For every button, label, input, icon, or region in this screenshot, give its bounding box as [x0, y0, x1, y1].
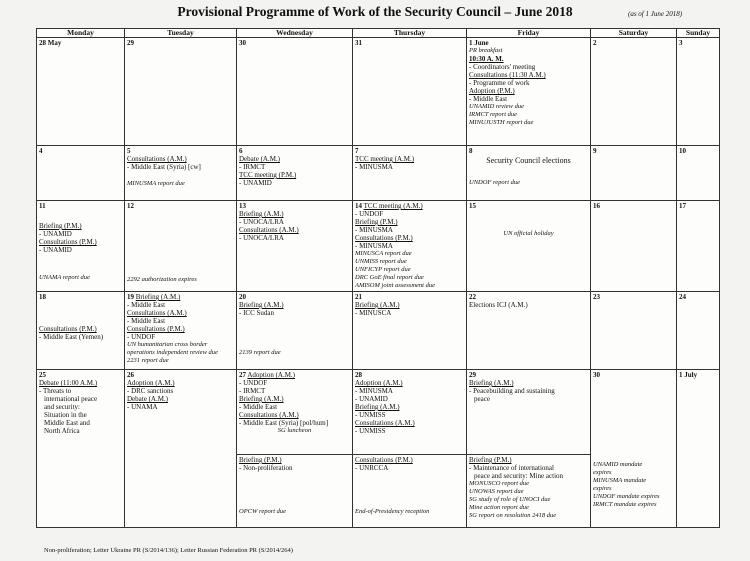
header-monday: Monday	[37, 29, 125, 38]
event-heading: Consultations (P.M.)	[127, 325, 185, 333]
day-number: 21	[355, 293, 362, 301]
event-note: AMISOM joint assessment due	[355, 282, 435, 289]
event-note: IRMCT mandate expires	[593, 501, 657, 508]
event-item: Middle East and	[44, 419, 90, 427]
event-note: UNOWAS report due	[469, 488, 524, 495]
event-heading: Consultations (P.M.)	[355, 234, 413, 242]
event-heading: Briefing (P.M.)	[239, 456, 282, 464]
weekday-header-row	[37, 29, 720, 38]
week-row	[37, 370, 720, 455]
event-note: MINUSCA report due	[355, 250, 412, 257]
week-row	[37, 201, 720, 292]
day-number: 9	[593, 147, 597, 155]
event-heading: Debate (11:00 A.M.)	[39, 379, 98, 387]
day-cell	[37, 38, 125, 146]
event-item: Security Council elections	[486, 156, 571, 165]
event-note: MINUSMA mandate	[593, 477, 647, 484]
day-cell	[353, 292, 467, 370]
day-cell	[37, 201, 125, 292]
event-item: - MINUSMA	[355, 242, 393, 250]
day-number: 13	[239, 202, 246, 210]
day-number: 1 June	[469, 39, 489, 47]
event-item: - UNMISS	[355, 427, 386, 435]
event-item: - Peacebuilding and sustaining	[469, 387, 555, 395]
day-cell	[37, 292, 125, 370]
week-row	[37, 38, 720, 146]
event-heading: Debate (A.M.)	[239, 155, 281, 163]
event-item: - MINUSCA	[355, 309, 392, 317]
event-item: Situation in the	[44, 411, 87, 419]
day-cell	[237, 38, 353, 146]
event-item: and security:	[44, 403, 80, 411]
event-item: peace and security: Mine action	[474, 472, 564, 480]
day-number: 19	[127, 293, 134, 301]
event-item: - MINUSMA	[355, 226, 393, 234]
event-heading: Adoption (A.M.)	[355, 379, 403, 387]
event-item: - UNAMID	[39, 246, 72, 254]
event-heading: Consultations (A.M.)	[127, 155, 187, 163]
header-friday: Friday	[467, 29, 591, 38]
day-cell	[353, 201, 467, 292]
event-item: - UNDOF	[355, 210, 384, 218]
event-note: SG luncheon	[277, 427, 312, 434]
day-cell	[353, 370, 467, 455]
event-note: 2139 report due	[239, 349, 281, 356]
day-number: 1 July	[679, 371, 698, 379]
event-heading: Briefing (A.M.)	[355, 403, 400, 411]
event-heading: Briefing (A.M.)	[469, 379, 514, 387]
header-sunday: Sunday	[677, 29, 720, 38]
day-number: 5	[127, 147, 131, 155]
day-number: 31	[355, 39, 362, 47]
day-number: 28	[355, 371, 362, 379]
event-note: UNMISS report due	[355, 258, 407, 265]
day-number: 6	[239, 147, 243, 155]
event-item: peace	[474, 395, 490, 403]
event-item: - UNOCA/LRA	[239, 218, 284, 226]
day-cell	[591, 292, 677, 370]
day-cell	[237, 370, 353, 455]
event-heading: Consultations (A.M.)	[127, 309, 187, 317]
event-note: UNAMA report due	[39, 274, 90, 281]
event-item: - DRC sanctions	[127, 387, 174, 395]
day-number: 24	[679, 293, 686, 301]
day-number: 30	[239, 39, 246, 47]
event-item: - Maintenance of international	[469, 464, 554, 472]
event-item: - IRMCT	[239, 387, 266, 395]
event-note: MINUJUSTH report due	[469, 119, 534, 126]
event-heading: 10:30 A. M.	[469, 55, 504, 63]
event-heading: Briefing (A.M.)	[355, 301, 400, 309]
event-item: international peace	[44, 395, 98, 403]
day-cell	[591, 38, 677, 146]
event-heading: Adoption (A.M.)	[127, 379, 175, 387]
day-number: 4	[39, 147, 43, 155]
day-number: 14	[355, 202, 362, 210]
event-item: - UNAMID	[355, 395, 388, 403]
header-wednesday: Wednesday	[237, 29, 353, 38]
event-heading: Consultations (P.M.)	[355, 456, 413, 464]
day-number: 17	[679, 202, 686, 210]
day-number: 18	[39, 293, 46, 301]
day-cell	[677, 38, 720, 146]
event-item: - Middle East	[239, 403, 278, 411]
event-heading: Briefing (A.M.)	[239, 395, 284, 403]
week-row	[37, 146, 720, 201]
event-item: - Middle East (Yemen)	[39, 333, 104, 341]
event-item: - UNAMA	[127, 403, 158, 411]
event-item: - Threats to	[39, 387, 72, 395]
event-heading: Debate (A.M.)	[127, 395, 169, 403]
event-note: UNDOF mandate expires	[593, 493, 660, 500]
day-number: 7	[355, 147, 359, 155]
event-item: - UNDOF	[239, 379, 268, 387]
day-cell	[125, 201, 237, 292]
event-item: - UNRCCA	[355, 464, 389, 472]
event-note: expires	[593, 469, 612, 476]
event-item: - UNMISS	[355, 411, 386, 419]
event-heading: TCC meeting (A.M.)	[355, 155, 415, 163]
page-title: Provisional Programme of Work of the Security Council – June 2018	[177, 4, 573, 19]
day-cell	[37, 370, 125, 528]
event-heading: TCC meeting (P.M.)	[239, 171, 297, 179]
day-cell	[677, 201, 720, 292]
event-heading: Briefing (A.M.)	[135, 293, 181, 301]
event-note: UNAMID mandate	[593, 461, 643, 468]
day-cell	[237, 292, 353, 370]
event-note: 2231 report due	[127, 357, 169, 364]
day-number: 29	[127, 39, 134, 47]
event-heading: TCC meeting (A.M.)	[363, 202, 423, 210]
calendar-table	[36, 28, 720, 528]
event-note: MONUSCO report due	[469, 480, 530, 487]
event-note: UNFICYP report due	[355, 266, 411, 273]
day-cell	[677, 370, 720, 528]
week-row	[37, 292, 720, 370]
day-number: 10	[679, 147, 686, 155]
day-cell	[467, 370, 591, 455]
event-note: MINUSMA report due	[127, 180, 185, 187]
event-item: - Middle East	[469, 95, 508, 103]
event-note: DRC GoE final report due	[355, 274, 424, 281]
day-cell	[467, 38, 591, 146]
day-number: 25	[39, 371, 46, 379]
event-note: IRMCT report due	[469, 111, 518, 118]
day-cell	[467, 146, 591, 201]
event-item: - Middle East	[127, 317, 166, 325]
as-of-date: (as of 1 June 2018)	[628, 10, 683, 18]
event-heading: Briefing (P.M.)	[355, 218, 398, 226]
day-cell-pm	[353, 455, 467, 528]
day-number: 29	[469, 371, 476, 379]
day-cell	[125, 370, 237, 528]
event-note: PR breakfast	[469, 47, 503, 54]
event-heading: Briefing (A.M.)	[239, 210, 284, 218]
event-heading: Consultations (P.M.)	[39, 238, 97, 246]
event-note: expires	[593, 485, 612, 492]
header-tuesday: Tuesday	[125, 29, 237, 38]
day-number: 30	[593, 371, 600, 379]
event-item: - MINUSMA	[355, 163, 393, 171]
event-item: - IRMCT	[239, 163, 266, 171]
day-number: 16	[593, 202, 600, 210]
event-note: SG report on resolution 2418 due	[469, 512, 557, 519]
day-number: 11	[39, 202, 46, 210]
event-item: North Africa	[44, 427, 80, 435]
event-item: - UNAMID	[39, 230, 72, 238]
event-heading: Consultations (A.M.)	[239, 411, 299, 419]
day-cell-pm	[237, 455, 353, 528]
day-cell-pm	[467, 455, 591, 528]
event-heading: Adoption (A.M.)	[247, 371, 296, 379]
header-thursday: Thursday	[353, 29, 467, 38]
day-cell	[237, 201, 353, 292]
event-heading: Consultations (A.M.)	[355, 419, 415, 427]
event-note: OPCW report due	[239, 508, 287, 515]
event-item: - Middle East (Syria) [cw]	[127, 163, 201, 171]
footer-note: Non-proliferation; Letter Ukraine PR (S/2014/136); Letter Russian Federation PR (S/2014/264)	[44, 547, 293, 554]
day-number: 22	[469, 293, 476, 301]
day-number: 28 May	[39, 39, 62, 47]
event-item: - ICC Sudan	[239, 309, 274, 317]
day-cell	[591, 146, 677, 201]
event-heading: Adoption (P.M.)	[469, 87, 515, 95]
day-number: 12	[127, 202, 134, 210]
day-number: 26	[127, 371, 134, 379]
event-item: - UNDOF	[127, 333, 156, 341]
event-heading: Briefing (P.M.)	[39, 222, 82, 230]
event-note: operations independent review due	[127, 349, 218, 356]
day-cell	[467, 292, 591, 370]
event-note: UNAMID review due	[469, 103, 524, 110]
event-note: Mine action report due	[469, 504, 529, 511]
event-heading: Briefing (A.M.)	[239, 301, 284, 309]
event-heading: Consultations (A.M.)	[239, 226, 299, 234]
day-number: 20	[239, 293, 246, 301]
event-note: SG study of role of UNOCI due	[469, 496, 551, 503]
day-number: 2	[593, 39, 597, 47]
event-item: - Programme of work	[469, 79, 530, 87]
day-cell	[353, 146, 467, 201]
day-cell	[591, 370, 677, 528]
day-cell	[467, 201, 591, 292]
event-note: UNDOF report due	[469, 179, 521, 186]
day-cell	[125, 292, 237, 370]
event-item: - Non-proliferation	[239, 464, 293, 472]
day-cell	[125, 146, 237, 201]
day-number: 23	[593, 293, 600, 301]
event-heading: Consultations (P.M.)	[39, 325, 97, 333]
event-item: - Middle East (Syria) [pol/hum]	[239, 419, 329, 427]
day-cell	[237, 146, 353, 201]
event-note: 2292 authorization expires	[127, 276, 197, 283]
day-cell	[125, 38, 237, 146]
event-note: UN official holiday	[503, 230, 554, 237]
event-item: - UNOCA/LRA	[239, 234, 284, 242]
day-cell	[353, 38, 467, 146]
day-number: 15	[469, 202, 476, 210]
event-note: UN humanitarian cross border	[127, 341, 208, 348]
day-number: 3	[679, 39, 683, 47]
day-cell	[591, 201, 677, 292]
day-cell	[677, 146, 720, 201]
event-item: - MINUSMA	[355, 387, 393, 395]
event-note: End-of-Presidency reception	[355, 508, 430, 515]
event-item: - Middle East	[127, 301, 166, 309]
day-number: 8	[469, 147, 473, 155]
day-cell	[677, 292, 720, 370]
event-item: Elections ICJ (A.M.)	[469, 301, 528, 309]
event-heading: Briefing (P.M.)	[469, 456, 512, 464]
day-cell	[37, 146, 125, 201]
day-number: 27	[239, 371, 246, 379]
event-item: - UNAMID	[239, 179, 272, 187]
header-saturday: Saturday	[591, 29, 677, 38]
event-item: - Coordinators' meeting	[469, 63, 536, 71]
event-heading: Consultations (11:30 A.M.)	[469, 71, 546, 79]
